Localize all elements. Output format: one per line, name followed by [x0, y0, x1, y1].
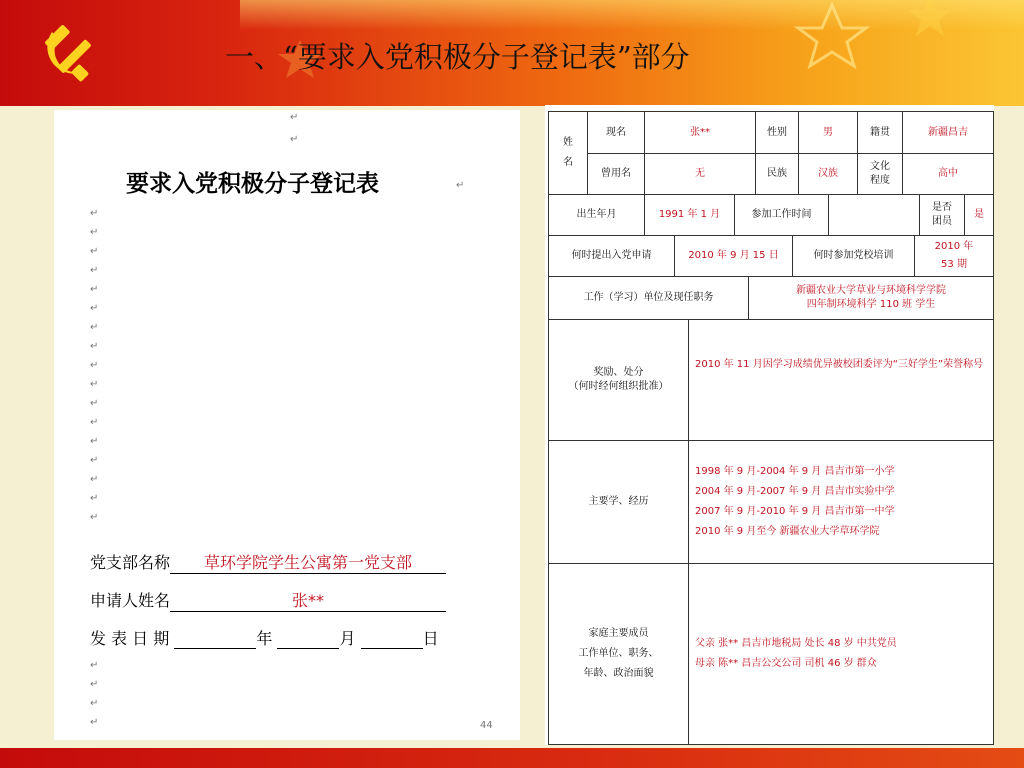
date-month-label: 月 [339, 629, 356, 648]
birth-label: 出生年月 [548, 194, 645, 236]
family-label: 家庭主要成员 工作单位、职务、 年龄、政治面貌 [548, 563, 689, 745]
gender-value: 男 [798, 111, 858, 154]
paragraph-mark: ↵ [90, 246, 99, 257]
branch-value: 草环学院学生公寓第一党支部 [170, 550, 446, 574]
paragraph-mark: ↵ [90, 512, 99, 523]
awards-label: 奖励、处分 （何时经何组织批准） [548, 319, 689, 441]
date-label: 发 表 日 期 [90, 629, 170, 648]
current-name-value: 张** [644, 111, 756, 154]
awards-value: 2010 年 11 月因学习成绩优异被校团委评为“三好学生”荣誉称号 [688, 319, 994, 441]
training-value: 2010 年 53 期 [914, 235, 994, 277]
history-item: 2010 年 9 月至今 新疆农业大学草环学院 [695, 526, 880, 537]
date-day-blank [361, 629, 423, 649]
history-item: 2004 年 9 月-2007 年 9 月 昌吉市实验中学 [695, 486, 895, 497]
league-label: 是否团员 [919, 194, 965, 236]
branch-label: 党支部名称 [90, 553, 171, 572]
workplace-line-1: 新疆农业大学草业与环境科学学院 [796, 285, 946, 296]
hammer-sickle-icon [34, 18, 108, 92]
date-day-label: 日 [422, 629, 439, 648]
native-place-label: 籍贯 [857, 111, 903, 154]
date-month-blank [277, 629, 339, 649]
applicant-line [90, 588, 446, 612]
applicant-label: 申请人姓名 [90, 591, 171, 610]
document-title: 要求入党积极分子登记表 [126, 170, 379, 197]
workplace-value [748, 276, 994, 320]
paragraph-mark: ↵ [90, 398, 99, 409]
ethnicity-label: 民族 [755, 153, 799, 195]
date-line [90, 626, 439, 649]
family-value [688, 563, 994, 745]
gender-label: 性别 [755, 111, 799, 154]
paragraph-mark: ↵ [90, 227, 99, 238]
paragraph-mark: ↵ [90, 679, 99, 690]
date-year-label: 年 [256, 629, 273, 648]
paragraph-mark: ↵ [90, 379, 99, 390]
paragraph-mark: ↵ [90, 360, 99, 371]
work-start-label: 参加工作时间 [734, 194, 829, 236]
current-name-label: 现名 [587, 111, 645, 154]
paragraph-mark: ↵ [90, 698, 99, 709]
training-label: 何时参加党校培训 [792, 235, 915, 277]
paragraph-mark: ↵ [90, 417, 99, 428]
name-label-cell: 姓名 [548, 111, 588, 195]
paragraph-mark: ↵ [290, 112, 299, 123]
paragraph-mark: ↵ [290, 134, 299, 145]
history-item: 1998 年 9 月-2004 年 9 月 昌吉市第一小学 [695, 466, 895, 477]
former-name-label: 曾用名 [587, 153, 645, 195]
league-value: 是 [964, 194, 994, 236]
paragraph-mark: ↵ [90, 303, 99, 314]
family-member: 母亲 陈** 昌吉公交公司 司机 46 岁 群众 [695, 658, 877, 669]
family-member: 父亲 张** 昌吉市地税局 处长 48 岁 中共党员 [695, 638, 897, 649]
education-value: 高中 [902, 153, 994, 195]
slide-title: 一、“要求入党积极分子登记表”部分 [225, 40, 690, 74]
paragraph-mark: ↵ [90, 660, 99, 671]
paragraph-mark: ↵ [90, 284, 99, 295]
paragraph-mark: ↵ [90, 436, 99, 447]
native-place-value: 新疆昌吉 [902, 111, 994, 154]
workplace-line-2: 四年制环境科学 110 班 学生 [806, 299, 936, 310]
paragraph-mark: ↵ [90, 474, 99, 485]
apply-label: 何时提出入党申请 [548, 235, 675, 277]
branch-line [90, 550, 446, 574]
history-value [688, 440, 994, 564]
paragraph-mark: ↵ [90, 341, 99, 352]
registration-form-table [545, 105, 994, 745]
date-year-blank [174, 629, 256, 649]
bottom-bar [0, 748, 1024, 768]
paragraph-mark: ↵ [456, 180, 465, 191]
registration-cover-page [54, 110, 520, 740]
page-number: 44 [480, 720, 493, 731]
apply-date-value: 2010 年 9 月 15 日 [674, 235, 793, 277]
applicant-value: 张** [170, 588, 446, 612]
paragraph-mark: ↵ [90, 493, 99, 504]
paragraph-mark: ↵ [90, 717, 99, 728]
history-item: 2007 年 9 月-2010 年 9 月 昌吉市第一中学 [695, 506, 895, 517]
workplace-label: 工作（学习）单位及现任职务 [548, 276, 749, 320]
work-start-value [828, 194, 920, 236]
paragraph-mark: ↵ [90, 322, 99, 333]
former-name-value: 无 [644, 153, 756, 195]
education-label: 文化程度 [857, 153, 903, 195]
paragraph-mark: ↵ [90, 265, 99, 276]
history-label: 主要学、经历 [548, 440, 689, 564]
ethnicity-value: 汉族 [798, 153, 858, 195]
paragraph-mark: ↵ [90, 455, 99, 466]
birth-value: 1991 年 1 月 [644, 194, 735, 236]
paragraph-mark: ↵ [90, 208, 99, 219]
